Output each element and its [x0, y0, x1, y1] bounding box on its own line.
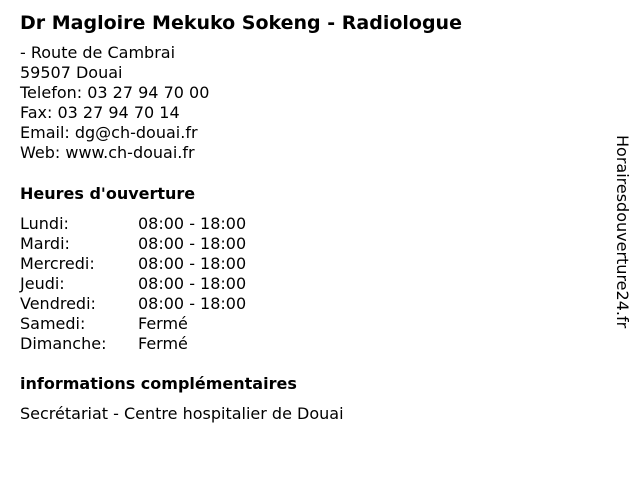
day-hours: Fermé — [138, 334, 188, 353]
address-street: - Route de Cambrai — [20, 43, 176, 62]
day-label: Lundi: — [20, 214, 69, 233]
brand-watermark-text: Horairesdouverture24.fr — [613, 135, 632, 329]
address-block — [20, 43, 209, 163]
website-address: Web: www.ch-douai.fr — [20, 143, 195, 162]
opening-hours-table — [20, 214, 340, 354]
hours-row-thursday — [20, 274, 340, 294]
phone-number: Telefon: 03 27 94 70 00 — [20, 83, 210, 102]
day-label: Mercredi: — [20, 254, 95, 273]
page-title: Dr Magloire Mekuko Sokeng - Radiologue — [20, 12, 462, 34]
hours-row-friday — [20, 294, 340, 314]
day-hours: Fermé — [138, 314, 188, 333]
day-label: Dimanche: — [20, 334, 107, 353]
hours-row-wednesday — [20, 254, 340, 274]
day-label: Vendredi: — [20, 294, 96, 313]
day-hours: 08:00 - 18:00 — [138, 274, 247, 293]
additional-info-text: Secrétariat - Centre hospitalier de Douai — [20, 404, 344, 423]
day-label: Jeudi: — [20, 274, 65, 293]
email-address: Email: dg@ch-douai.fr — [20, 123, 198, 142]
day-hours: 08:00 - 18:00 — [138, 234, 247, 253]
day-label: Samedi: — [20, 314, 86, 333]
day-hours: 08:00 - 18:00 — [138, 294, 247, 313]
hours-row-tuesday — [20, 234, 340, 254]
hours-row-saturday — [20, 314, 340, 334]
day-hours: 08:00 - 18:00 — [138, 214, 247, 233]
additional-info-heading: informations complémentaires — [20, 374, 297, 393]
brand-watermark — [612, 135, 632, 375]
hours-row-sunday — [20, 334, 340, 354]
day-label: Mardi: — [20, 234, 70, 253]
day-hours: 08:00 - 18:00 — [138, 254, 247, 273]
fax-number: Fax: 03 27 94 70 14 — [20, 103, 180, 122]
hours-row-monday — [20, 214, 340, 234]
opening-hours-heading: Heures d'ouverture — [20, 184, 196, 203]
address-city: 59507 Douai — [20, 63, 123, 82]
